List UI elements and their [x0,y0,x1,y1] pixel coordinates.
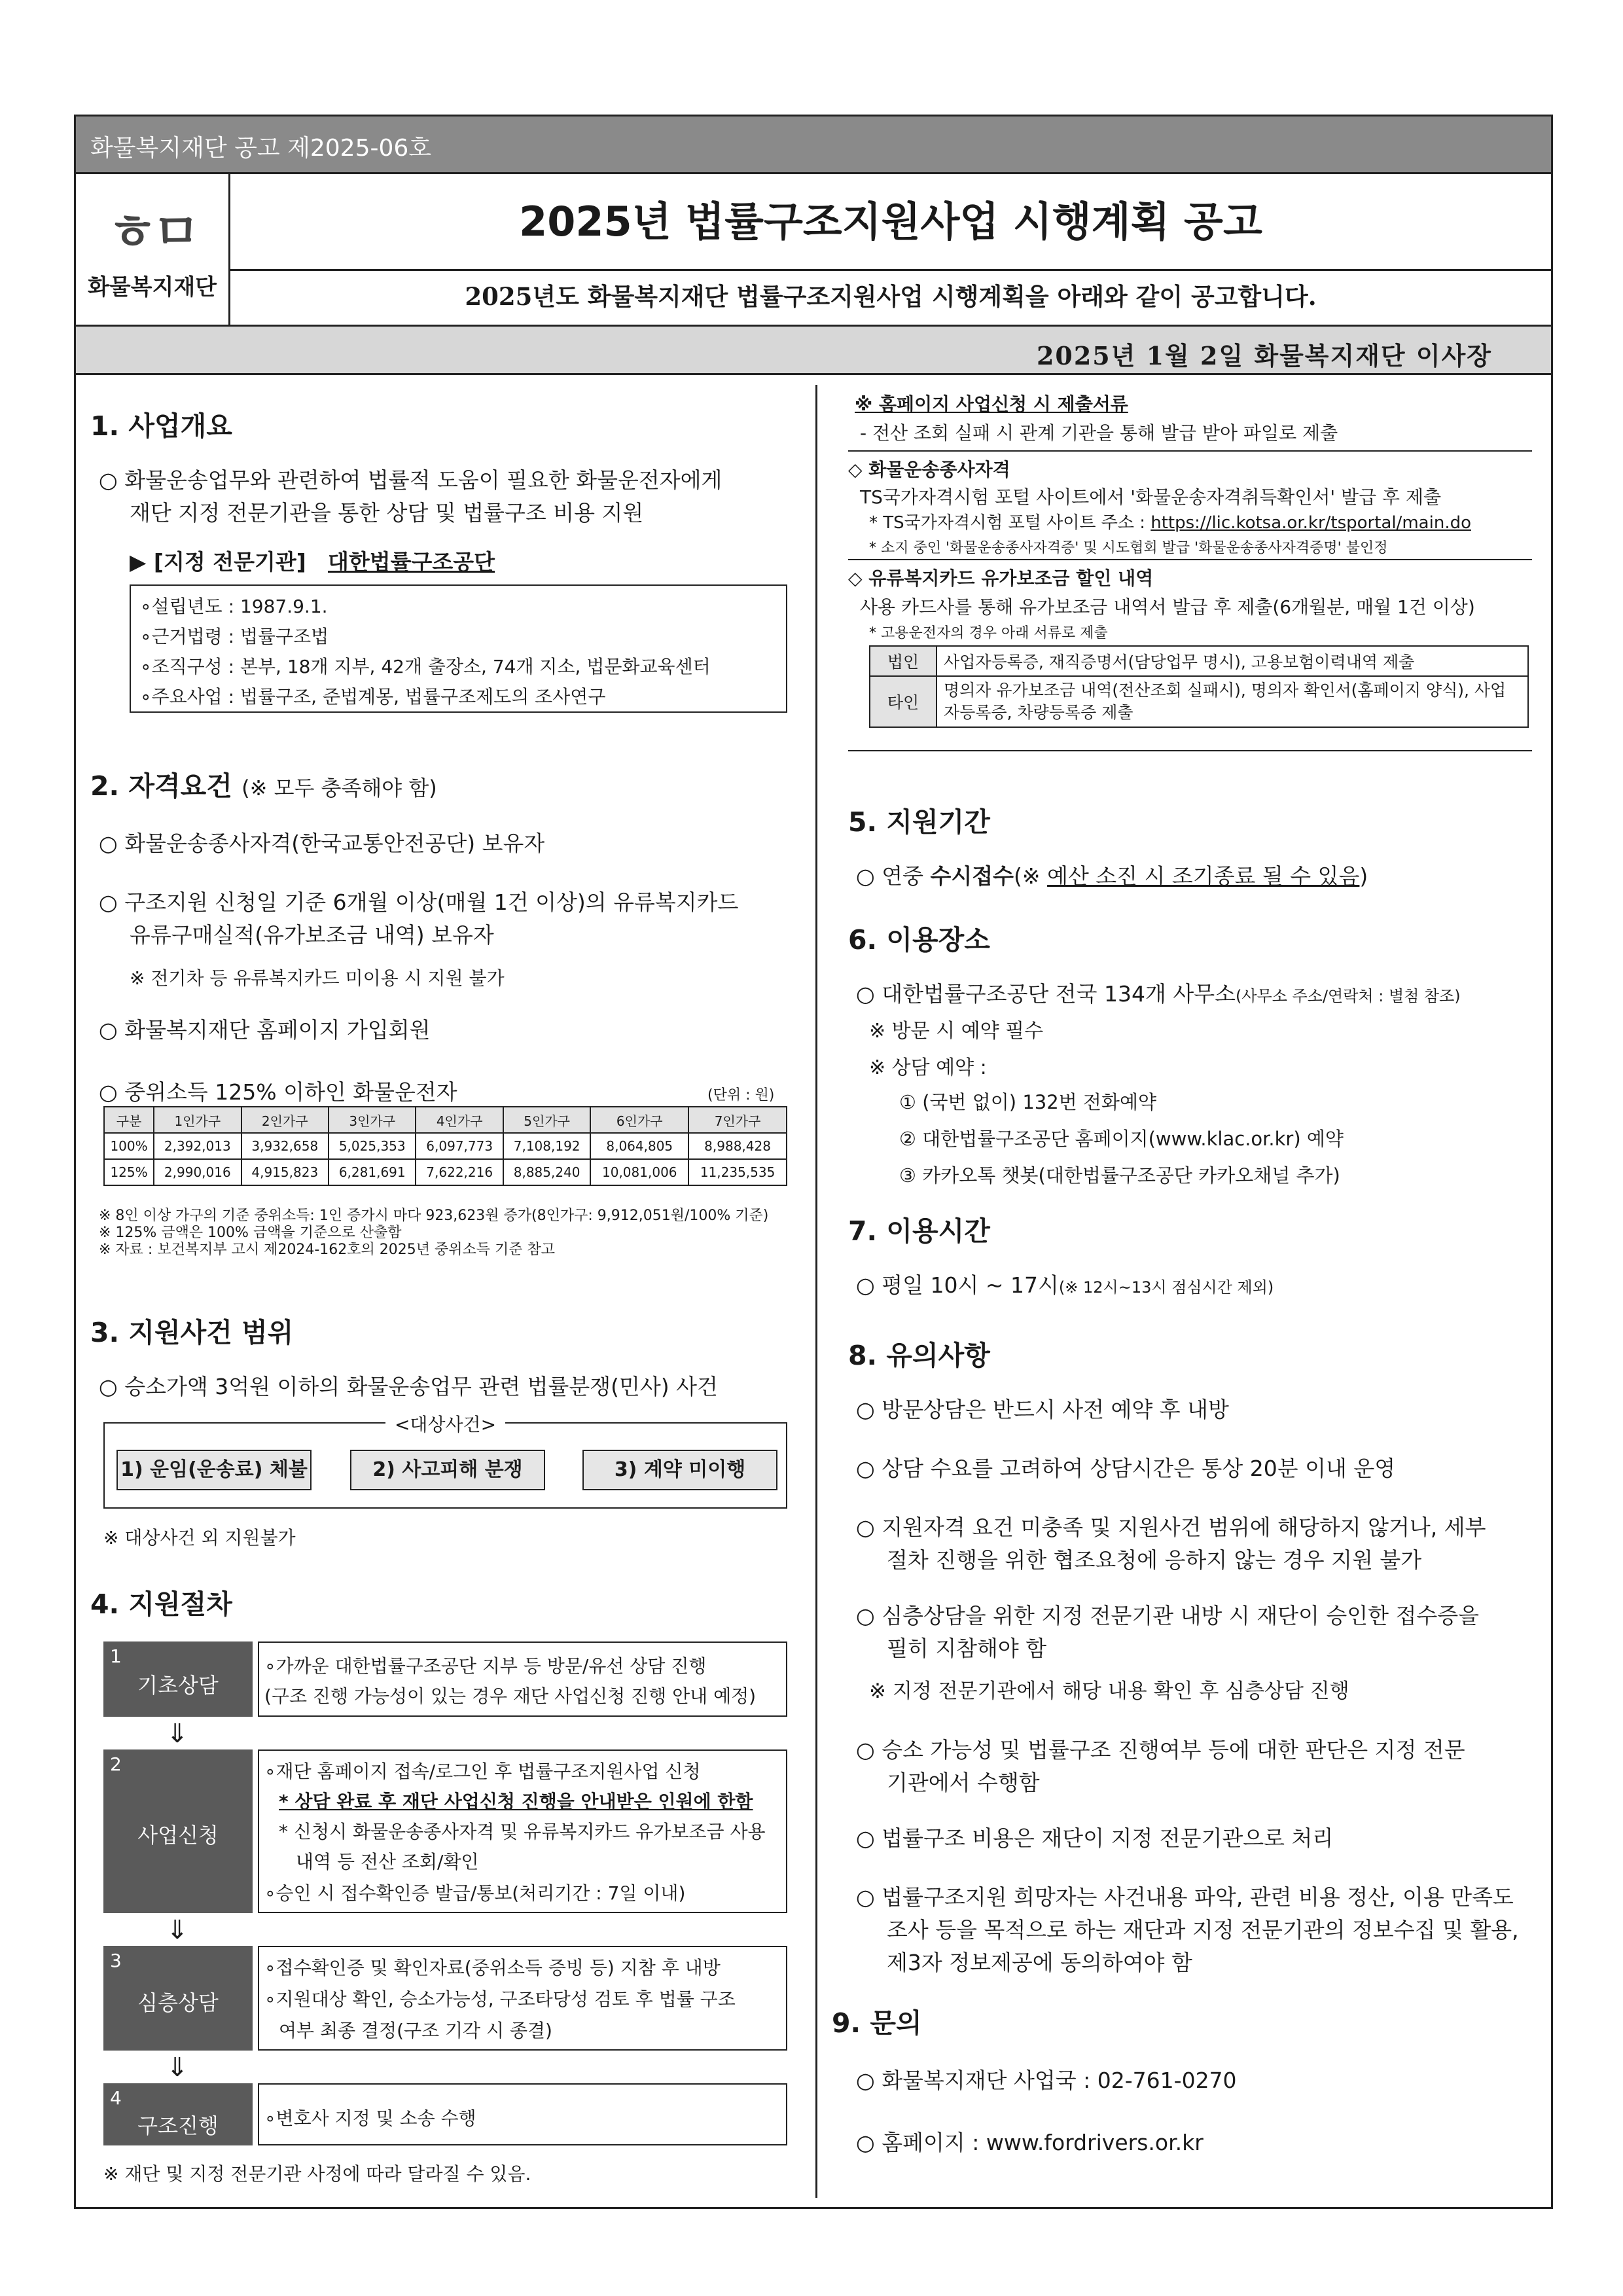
reserve-option-web: ② 대한법률구조공단 홈페이지(www.klac.or.kr) 예약 [899,1128,1344,1150]
agency-info-line: ∘주요사업 : 법률구조, 준법계몽, 법률구조제도의 조사연구 [140,686,606,708]
step-line: (구조 진행 가능성이 있는 경우 재단 사업신청 진행 안내 예정) [264,1685,757,1707]
employed-driver-docs-table [869,645,1529,728]
table-row [870,646,1528,676]
income-cell: 100% [104,1133,154,1159]
income-cell: 10,081,006 [590,1159,688,1185]
income-cell: 6,281,691 [329,1159,416,1185]
section-2-heading [90,764,437,803]
s6-text-note: (사무소 주소/연락처 : 별첨 참조) [1236,987,1461,1005]
income-cell: 8,064,805 [590,1133,688,1159]
s3-note: ※ 대상사건 외 지원불가 [103,1527,296,1549]
s5-text-a: ○ 연중 [856,863,931,889]
income-cell: 8,988,428 [688,1133,787,1159]
s5-text-e: ) [1359,863,1368,889]
income-header-cell: 1인가구 [154,1107,241,1133]
step-line: ∘가까운 대한법률구조공단 지부 등 방문/유선 상담 진행 [264,1655,707,1677]
notice-document [74,115,1553,2209]
s2-item: ○ 구조지원 신청일 기준 6개월 이상(매월 1건 이상)의 유류복지카드 [99,889,739,915]
s1-text-2: 재단 지정 전문기관을 통한 상담 및 법률구조 비용 지원 [130,500,644,526]
contact-phone: ○ 화물복지재단 사업국 : 02-761-0270 [856,2068,1237,2093]
notice-number-bar [76,117,1551,174]
income-note: ※ 8인 이상 가구의 기준 중위소득: 1인 증가시 마다 923,623원 증가(8인가구: 9,912,051원/100% 기준) [99,1208,769,1224]
section-9-heading: 9. 문의 [832,2007,922,2039]
step-label: 심층상담 [137,1990,219,2015]
section-8-heading: 8. 유의사항 [848,1340,990,1371]
section-1-heading: 1. 사업개요 [90,410,232,442]
s8-item: 절차 진행을 위한 협조요청에 응하지 않는 경우 지원 불가 [887,1547,1422,1573]
step-2-description [258,1749,787,1913]
section-5-heading: 5. 지원기간 [848,806,990,838]
docs-divider [848,750,1532,751]
s8-item: ○ 법률구조지원 희망자는 사건내용 파악, 관련 비용 정산, 이용 만족도 [856,1884,1514,1910]
doc-row-key: 법인 [870,646,936,676]
step-legal-aid [103,2083,253,2145]
income-cell: 2,392,013 [154,1133,241,1159]
doc-fuel-title: ◇ 유류복지카드 유가보조금 할인 내역 [848,567,1154,589]
median-income-table [103,1106,787,1186]
doc-fuel-line: 사용 카드사를 통해 유가보조금 내역서 발급 후 제출(6개월분, 매월 1건 이상) [860,596,1475,618]
docs-title: ※ 홈페이지 사업신청 시 제출서류 [855,393,1128,415]
target-cases-box [103,1414,787,1509]
s8-item: ○ 승소 가능성 및 법률구조 진행여부 등에 대한 판단은 지정 전문 [856,1737,1465,1763]
step-line: 여부 최종 결정(구조 기각 시 종결) [279,2020,552,2041]
case-accident-dispute: 2) 사고피해 분쟁 [350,1450,545,1490]
income-header-cell: 7인가구 [688,1107,787,1133]
step-3-description [258,1946,787,2051]
doc-row-value: 명의자 유가보조금 내역(전산조회 실패시), 명의자 확인서(홈페이지 양식), 사업자등록증, 차량등록증 제출 [936,676,1528,727]
reserve-option-kakao: ③ 카카오톡 챗봇(대한법률구조공단 카카오채널 추가) [899,1164,1340,1187]
step-line: ∘변호사 지정 및 소송 수행 [264,2108,476,2129]
down-arrow-icon: ⇓ [166,2053,188,2083]
doc-license-title: ◇ 화물운송종사자격 [848,459,1010,480]
table-row [104,1159,787,1185]
s7-text-note: (※ 12시~13시 점심시간 제외) [1058,1278,1274,1297]
income-header-cell: 2인가구 [241,1107,329,1133]
case-wage-arrears: 1) 운임(운송료) 체불 [116,1450,312,1490]
step-label: 기초상담 [137,1673,219,1698]
s6-text-main: ○ 대한법률구조공단 전국 134개 사무소 [856,981,1236,1007]
income-note: ※ 자료 : 보건복지부 고시 제2024-162호의 2025년 중위소득 기준 참고 [99,1242,555,1258]
down-arrow-icon: ⇓ [166,1915,188,1945]
income-cell: 125% [104,1159,154,1185]
s6-reserve-note: ※ 상담 예약 : [869,1056,987,1079]
reserve-option-phone: ① (국번 없이) 132번 전화예약 [899,1091,1156,1113]
section-3-heading: 3. 지원사건 범위 [90,1317,294,1348]
section-6-heading: 6. 이용장소 [848,924,990,956]
section-2-title: 2. 자격요건 [90,770,232,802]
step-line: ∘지원대상 확인, 승소가능성, 구조타당성 검토 후 법률 구조 [264,1988,736,2010]
s2-item: ○ 중위소득 125% 이하인 화물운전자 [99,1079,457,1105]
designated-agency-name: 대한법률구조공단 [328,549,495,575]
income-cell: 6,097,773 [416,1133,503,1159]
income-cell: 2,990,016 [154,1159,241,1185]
docs-divider [848,450,1532,452]
step-number: 1 [110,1645,122,1667]
agency-info-box [130,584,787,713]
step-line: ∘접수확인증 및 확인자료(중위소득 증빙 등) 지참 후 내방 [264,1957,721,1979]
s5-text-b: 수시접수 [930,863,1014,889]
foundation-logo [76,174,230,325]
logo-mark: ㅎㅁ [108,203,196,261]
s8-item: 필히 지참해야 함 [887,1636,1047,1661]
s2-item: 유류구매실적(유가보조금 내역) 보유자 [130,922,494,948]
s5-text-d: 예산 소진 시 조기종료 될 수 있음 [1047,863,1360,889]
income-table-header [104,1107,787,1133]
step-number: 2 [110,1753,122,1775]
designated-agency-label: ▶ [지정 전문기관] [130,549,306,575]
doc-license-line: TS국가자격시험 포털 사이트에서 '화물운송자격취득확인서' 발급 후 제출 [860,486,1442,508]
doc-row-key: 타인 [870,676,936,727]
step-basic-consult [103,1641,253,1717]
step-line: 내역 등 전산 조회/확인 [296,1851,479,1873]
docs-divider [848,559,1532,560]
s3-text: ○ 승소가액 3억원 이하의 화물운송업무 관련 법률분쟁(민사) 사건 [99,1374,718,1399]
s4-note: ※ 재단 및 지정 전문기관 사정에 따라 달라질 수 있음. [103,2163,531,2185]
s5-text-c: (※ [1014,863,1048,889]
section-7-heading: 7. 이용시간 [848,1215,990,1247]
column-divider [815,385,817,2198]
step-number: 3 [110,1950,122,1971]
income-cell: 7,108,192 [503,1133,590,1159]
section-2-note: (※ 모두 충족해야 함) [241,776,437,800]
income-cell: 7,622,216 [416,1159,503,1185]
s8-item: ○ 법률구조 비용은 재단이 지정 전문기관으로 처리 [856,1825,1334,1851]
income-cell: 11,235,535 [688,1159,787,1185]
income-note: ※ 125% 금액은 100% 금액을 기준으로 산출함 [99,1225,402,1241]
s8-item: 기관에서 수행함 [887,1770,1040,1795]
s7-text-main: ○ 평일 10시 ~ 17시 [856,1272,1059,1298]
doc-fuel-note: * 고용운전자의 경우 아래 서류로 제출 [869,625,1108,641]
income-header-cell: 4인가구 [416,1107,503,1133]
income-header-cell: 5인가구 [503,1107,590,1133]
step-application [103,1749,253,1913]
doc-license-note: * 소지 중인 '화물운송종사자격증' 및 시도협회 발급 '화물운송종사자격증명' 불인정 [869,540,1388,556]
s6-text [856,977,1461,1008]
income-header-cell: 6인가구 [590,1107,688,1133]
s8-item: ○ 상담 수요를 고려하여 상담시간은 통상 20분 이내 운영 [856,1456,1396,1481]
income-cell: 4,915,823 [241,1159,329,1185]
step-label: 사업신청 [137,1823,219,1848]
s6-visit-note: ※ 방문 시 예약 필수 [869,1020,1044,1043]
date-signature-bar [76,325,1551,375]
income-cell: 3,932,658 [241,1133,329,1159]
s8-item: ○ 방문상담은 반드시 사전 예약 후 내방 [856,1397,1229,1422]
agency-info-line: ∘설립년도 : 1987.9.1. [140,596,328,617]
docs-line: - 전산 조회 실패 시 관계 기관을 통해 발급 받아 파일로 제출 [860,422,1338,444]
unit-label: (단위 : 원) [707,1087,775,1103]
s8-item: 제3자 정보제공에 동의하여야 함 [887,1950,1192,1975]
step-number: 4 [110,2087,122,2109]
section-4-heading: 4. 지원절차 [90,1588,232,1620]
case-contract-breach: 3) 계약 미이행 [582,1450,777,1490]
income-cell: 5,025,353 [329,1133,416,1159]
step-label: 구조진행 [137,2113,219,2138]
income-cell: 8,885,240 [503,1159,590,1185]
step-line: ∘승인 시 접수확인증 발급/통보(처리기간 : 7일 이내) [264,1882,686,1904]
ts-portal-link[interactable]: https://lic.kotsa.or.kr/tsportal/main.do [1150,513,1471,533]
target-cases-label: <대상사건> [385,1414,505,1435]
income-header-cell: 구분 [104,1107,154,1133]
income-header-cell: 3인가구 [329,1107,416,1133]
doc-license-url-line [869,509,1471,533]
s2-item-note: ※ 전기차 등 유류복지카드 미이용 시 지원 불가 [130,967,505,989]
s8-item-note: ※ 지정 전문기관에서 해당 내용 확인 후 심층상담 진행 [869,1679,1349,1703]
subtitle: 2025년도 화물복지재단 법률구조지원사업 시행계획을 아래와 같이 공고합니다. [465,282,1317,311]
doc-row-value: 사업자등록증, 재직증명서(담당업무 명시), 고용보험이력내역 제출 [936,646,1528,676]
agency-info-line: ∘근거법령 : 법률구조법 [140,626,329,647]
s8-item: ○ 지원자격 요건 미충족 및 지원사건 범위에 해당하지 않거나, 세부 [856,1515,1486,1540]
agency-info-line: ∘조직구성 : 본부, 18개 지부, 42개 출장소, 74개 지소, 법문화교육센터 [140,656,711,677]
step-in-depth-consult [103,1946,253,2051]
s2-item: ○ 화물운송종사자격(한국교통안전공단) 보유자 [99,831,545,856]
date-signature: 2025년 1월 2일 화물복지재단 이사장 [1036,341,1492,370]
down-arrow-icon: ⇓ [166,1719,188,1749]
s1-text-1: ○ 화물운송업무와 관련하여 법률적 도움이 필요한 화물운전자에게 [99,467,722,493]
contact-homepage[interactable]: ○ 홈페이지 : www.fordrivers.or.kr [856,2130,1204,2155]
step-4-description [258,2083,787,2145]
step-1-description [258,1641,787,1717]
s8-item: ○ 심층상담을 위한 지정 전문기관 내방 시 재단이 승인한 접수증을 [856,1603,1480,1628]
step-line: ∘재단 홈페이지 접속/로그인 후 법률구조지원사업 신청 [264,1761,701,1782]
step-line: * 신청시 화물운송종사자격 및 유류복지카드 유가보조금 사용 [279,1821,766,1842]
table-row [104,1133,787,1159]
logo-org-name: 화물복지재단 [87,274,217,300]
s7-text [856,1268,1274,1299]
table-row [870,676,1528,727]
step-line: * 상담 완료 후 재단 사업신청 진행을 안내받은 인원에 한함 [279,1791,753,1812]
notice-number: 화물복지재단 공고 제2025-06호 [90,135,432,162]
page-title: 2025년 법률구조지원사업 시행계획 공고 [230,174,1551,271]
s2-item: ○ 화물복지재단 홈페이지 가입회원 [99,1017,431,1043]
s8-item: 조사 등을 목적으로 하는 재단과 지정 전문기관의 정보수집 및 활용, [887,1917,1519,1943]
s5-text [856,859,1368,890]
doc-license-url-label: * TS국가자격시험 포털 사이트 주소 : [869,513,1151,533]
